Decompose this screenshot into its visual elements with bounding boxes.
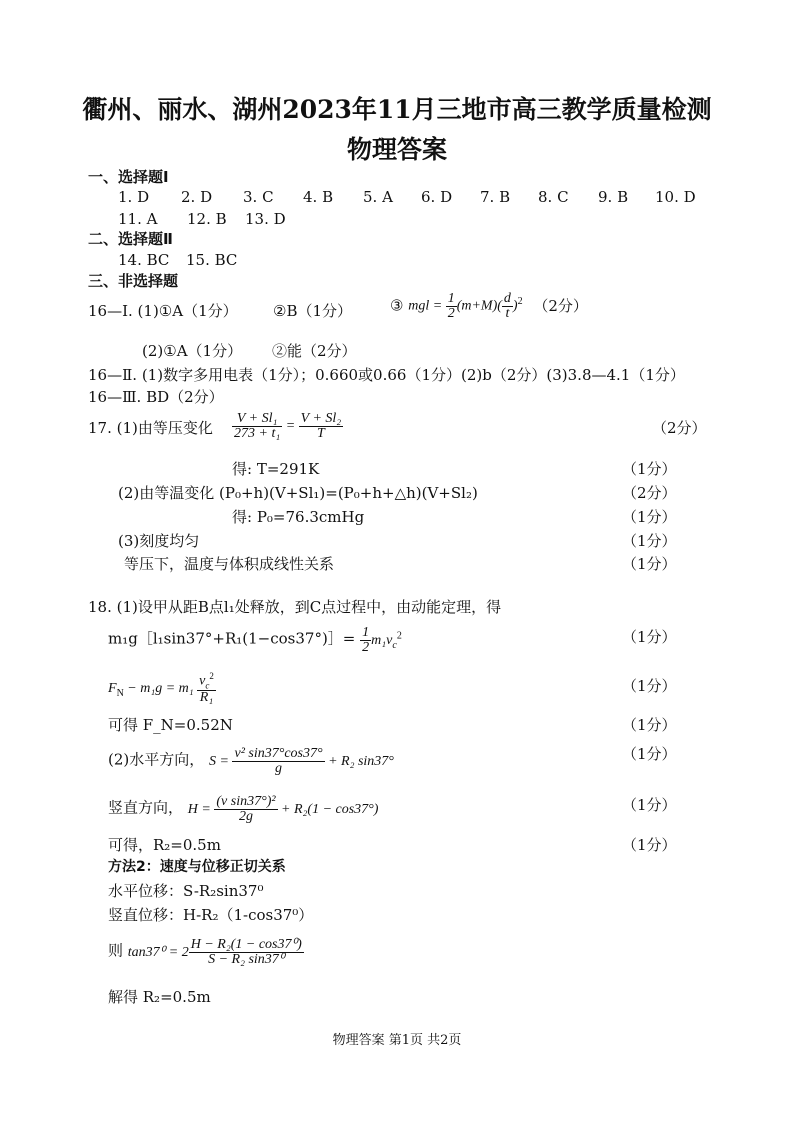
method2-line3: 则 tan37⁰ = 2 $\frac{\text{H − R₂(1 − cos37⁰)}}{\text{S − R₂ sin37⁰}}$ [108,937,302,967]
method2-line4: 解得 R₂=0.5m [108,988,211,1006]
answer: 3. C [243,188,274,206]
page-footer: 物理答案 第1页 共2页 [332,1033,462,1048]
q16-line4: 16—Ⅲ. BD（2分） [88,388,224,406]
answer: 7. B [480,188,511,206]
points: （1分） [622,745,677,763]
points: （1分） [622,716,677,734]
q16-line2-b: ②能（2分） [272,342,357,360]
section-heading-1: 一、选择题Ⅰ [88,168,169,186]
q16-formula-prefix: ③ [390,296,404,315]
points: （1分） [622,555,677,573]
q17-formula-1: $\frac{\text{V + Sl₁}}{\text{273 + t₁}}$ = $\frac{\text{V + Sl₂}}{T}$ [234,411,342,441]
q18-line7: 可得，R₂=0.5m [108,836,221,854]
answer: 8. C [538,188,569,206]
answer: 4. B [303,188,334,206]
answer: 5. A [363,188,393,206]
points: （1分） [622,532,677,550]
q16-line1-formula: ③ mgl = $\frac{1}{2}$ (m+M)( $\frac{d}{t}$ )$^2$ （2分） [390,291,588,321]
q18-line3: $F_N - m_1g = m_1$ $\frac{v_c^2}{\text{R₁}}$ [108,671,214,706]
q17-line5: (3)刻度均匀 [118,532,200,550]
answer: 13. D [245,210,286,228]
page-title: 衢州、丽水、湖州2023年11月三地市高三教学质量检测 [82,95,712,124]
q18-line6: 竖直方向， H = $\frac{\text{(v sin37°)²}}{2g}$ + R₂(1 − cos37°) [108,794,379,824]
method2-then-label: 则 [108,941,124,960]
answer: 14. BC [118,251,170,269]
answer: 12. B [187,210,227,228]
points: （1分） [622,677,677,695]
points: （2分） [652,419,707,437]
q17-line3: (2)由等温变化 (P₀+h)(V+Sl₁)=(P₀+h+△h)(V+Sl₂) [118,484,478,502]
q18-line1: 18. (1)设甲从距B点l₁处释放，到C点过程中，由动能定理，得 [88,598,502,616]
answer: 10. D [655,188,696,206]
q17-line2: 得: T=291K [232,460,320,478]
method2-line1: 水平位移：S-R₂sin37⁰ [108,882,264,900]
page-subtitle: 物理答案 [346,135,447,164]
points: （1分） [622,508,677,526]
q16-line1-a: 16—Ⅰ. (1)①A（1分） [88,302,238,320]
points: （2分） [622,484,677,502]
answer: 2. D [181,188,213,206]
points: （2分） [533,296,588,315]
answer: 15. BC [186,251,238,269]
answer: 9. B [598,188,629,206]
q18-line2: m₁g［l₁sin37°+R₁(1−cos37°)］= $\frac{1}{2}$ $m_1v_c^2$ [108,625,402,655]
q16-line3: 16—Ⅱ. (1)数字多用电表（1分）；0.660或0.66（1分）(2)b（2分）(3)3.8—4.1（1分） [88,366,685,384]
q18-horizontal-label: (2)水平方向， [108,750,205,769]
points: （1分） [622,628,677,646]
section-heading-2: 二、选择题Ⅱ [88,230,173,248]
points: （1分） [622,836,677,854]
answer: 11. A [118,210,158,228]
method2-heading: 方法2：速度与位移正切关系 [108,859,286,875]
q18-line5: (2)水平方向， S = $\frac{\text{v² sin37°cos37°}}{g}$ + R₂ sin37° [108,746,394,776]
answer: 6. D [421,188,453,206]
method2-line2: 竖直位移：H-R₂（1-cos37⁰） [108,906,314,924]
q18-energy-lhs: m₁g［l₁sin37°+R₁(1−cos37°)］= [108,629,356,648]
q17-line4: 得: P₀=76.3cmHg [232,508,365,526]
section-heading-3: 三、非选择题 [88,272,179,290]
answer: 1. D [118,188,150,206]
q16-line2-a: (2)①A（1分） [142,342,243,360]
q16-line1-b: ②B（1分） [273,302,353,320]
q18-line4: 可得 F_N=0.52N [108,716,233,734]
points: （1分） [622,796,677,814]
q18-vertical-label: 竖直方向， [108,798,184,817]
points: （1分） [622,460,677,478]
q17-line1-label: 17. (1)由等压变化 [88,419,213,437]
q17-line6: 等压下，温度与体积成线性关系 [124,555,335,573]
